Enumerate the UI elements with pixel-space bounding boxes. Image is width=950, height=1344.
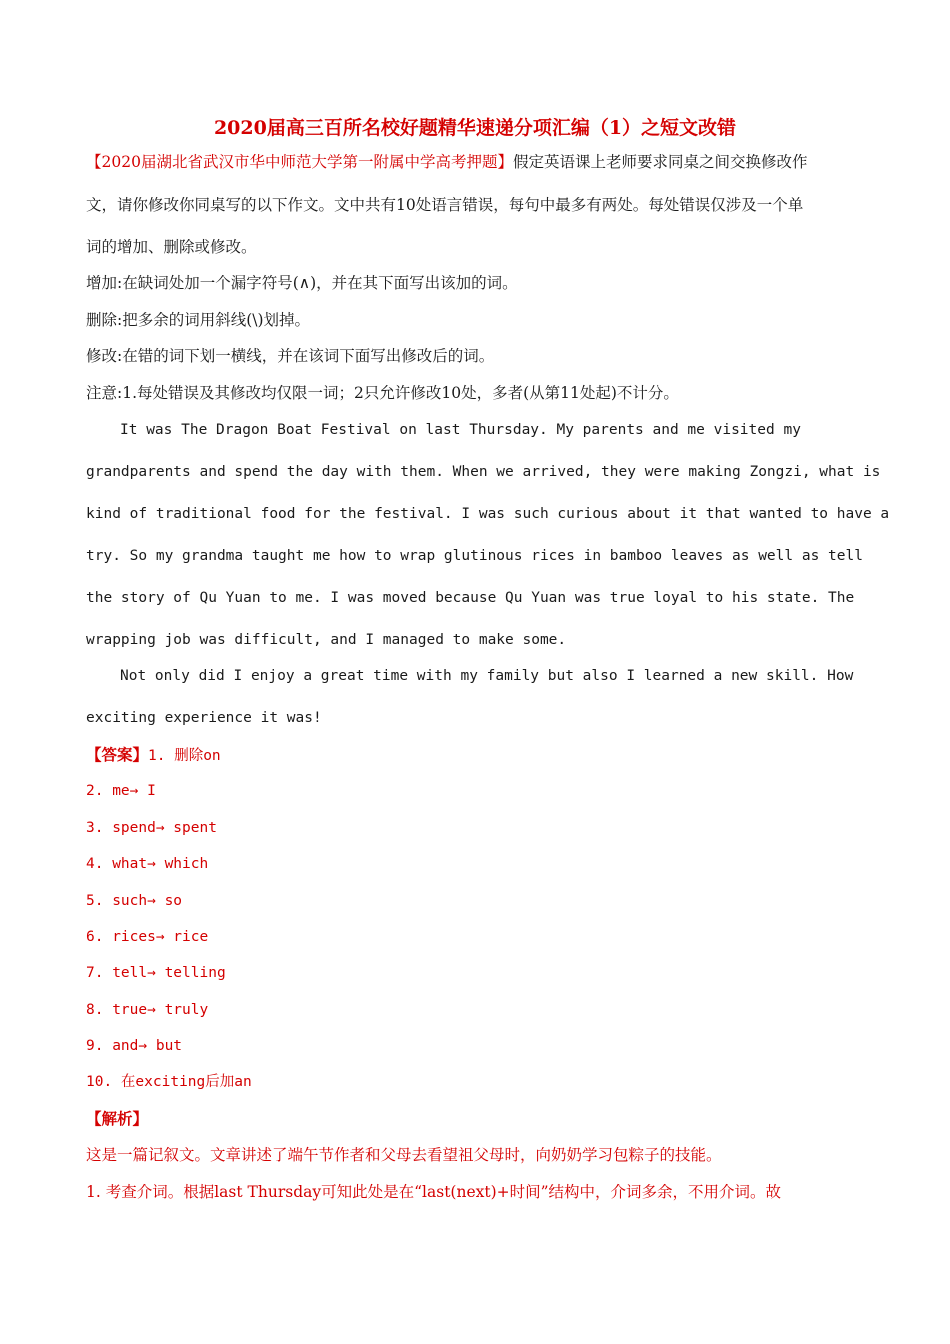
intro-text-1: 假定英语课上老师要求同桌之间交换修改作 [512,153,808,171]
rule-delete: 删除:把多余的词用斜线(\)划掉。 [86,311,311,329]
answer-item: 1. 删除on [148,748,221,764]
answer-item: 5. such→ so [86,893,183,909]
rule-modify: 修改:在错的词下划一横线，并在该词下面写出修改后的词。 [86,347,495,365]
passage-line: exciting experience it was! [86,710,322,726]
answer-item: 6. rices→ rice [86,929,209,945]
answer-item: 4. what→ which [86,856,209,872]
document-title: 2020届高三百所名校好题精华速递分项汇编（1）之短文改错 [213,117,737,139]
answer-label: 【答案】 [86,745,149,764]
source-label: 【2020届湖北省武汉市华中师范大学第一附属中学高考押题】 [86,153,513,171]
passage-line: kind of traditional food for the festival. I was such curious about it that wanted to have a [86,506,890,522]
answer-item: 9. and→ but [86,1038,183,1054]
analysis-point-1: 1. 考查介词。根据last Thursday可知此处是在“last(next)+时间”结构中，介词多余，不用介词。故 [86,1183,782,1201]
intro-line-1 [86,151,807,173]
answer-item: 10. 在exciting后加an [86,1074,252,1090]
passage-line: wrapping job was difficult, and I managed to make some. [86,632,567,648]
passage-line: Not only did I enjoy a great time with my family but also I learned a new skill. How [120,668,854,684]
rule-note: 注意:1.每处错误及其修改均仅限一词；2只允许修改10处，多者(从第11处起)不计分。 [86,384,679,402]
passage-line: It was The Dragon Boat Festival on last Thursday. My parents and me visited my [120,422,801,438]
rule-add: 增加:在缺词处加一个漏字符号(∧)，并在其下面写出该加的词。 [86,274,518,292]
intro-line-2: 文，请你修改你同桌写的以下作文。文中共有10处语言错误，每句中最多有两处。每处错误仅涉及一个单 [86,196,804,214]
passage-line: the story of Qu Yuan to me. I was moved because Qu Yuan was true loyal to his state. The [86,590,855,606]
intro-line-3: 词的增加、删除或修改。 [86,238,257,256]
answer-item: 8. true→ truly [86,1002,209,1018]
answer-item: 7. tell→ telling [86,965,226,981]
answer-item: 3. spend→ spent [86,820,217,836]
passage-line: try. So my grandma taught me how to wrap glutinous rices in bamboo leaves as well as tell [86,548,863,564]
answer-item: 2. me→ I [86,783,156,799]
passage-line: grandparents and spend the day with them. When we arrived, they were making Zongzi, what is [86,464,881,480]
analysis-summary: 这是一篇记叙文。文章讲述了端午节作者和父母去看望祖父母时，向奶奶学习包粽子的技能。 [86,1146,722,1164]
answer-line-1 [86,744,221,767]
analysis-label: 【解析】 [86,1109,149,1128]
